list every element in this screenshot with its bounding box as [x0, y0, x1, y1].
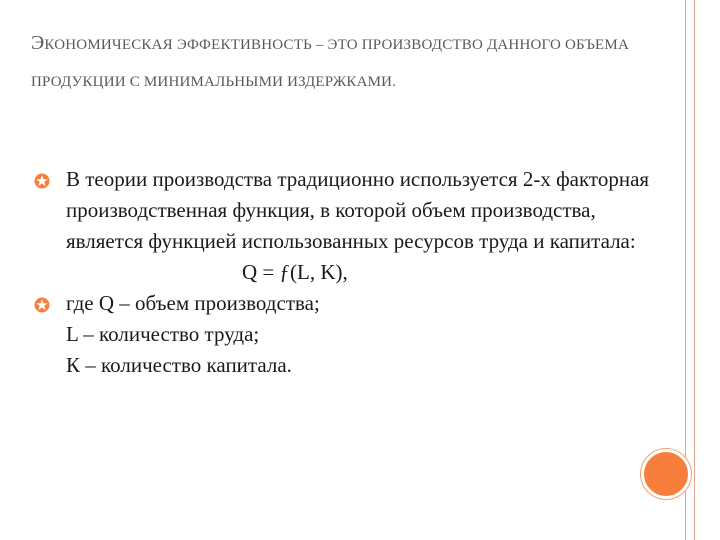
production-function-formula: Q = ƒ(L, K),	[242, 260, 348, 284]
bullet-text: где Q – объем производства;	[66, 291, 320, 315]
frame-line-right	[694, 0, 695, 540]
definition-line-labor: L – количество труда;	[66, 322, 260, 346]
orange-star-bullet-icon	[34, 173, 50, 189]
definition-line-capital: К – количество капитала.	[66, 353, 292, 377]
bullet-item	[34, 288, 664, 319]
title-first-letter: Э	[31, 32, 45, 54]
slide-content	[34, 164, 664, 381]
orange-star-bullet-icon	[34, 297, 50, 313]
slide-title	[31, 26, 671, 100]
bullet-item	[34, 164, 664, 257]
bullet-text: В теории производства традиционно используется 2-х факторная производственная функция, в которой объем производства, является функцией использованных ресурсов труда и капитала:	[66, 167, 650, 253]
orange-circle-decoration	[641, 449, 691, 499]
title-rest: КОНОМИЧЕСКАЯ ЭФФЕКТИВНОСТЬ – ЭТО ПРОИЗВОДСТВО ДАННОГО ОБЪЕМА ПРОДУКЦИИ С МИНИМАЛЬНЫМИ ИЗДЕРЖКАМИ.	[31, 37, 629, 90]
